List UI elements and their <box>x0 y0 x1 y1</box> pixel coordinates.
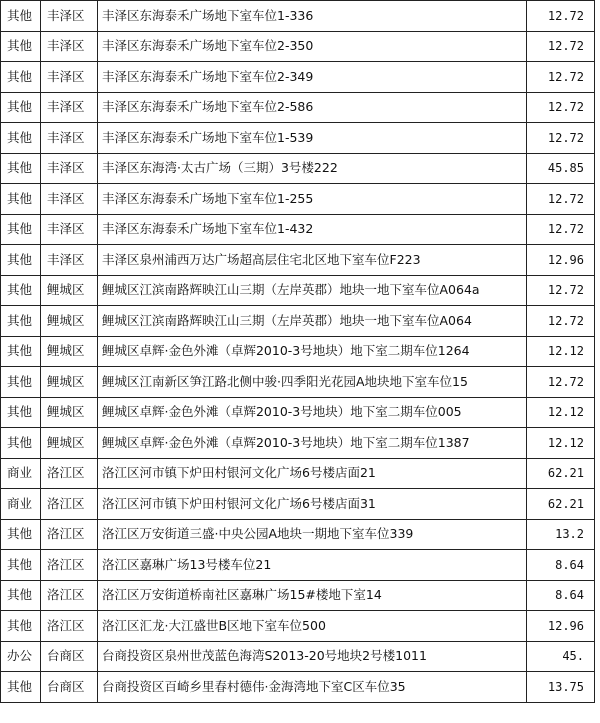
table-body <box>1 1 595 703</box>
table-row <box>1 31 595 62</box>
district-cell: 丰泽区 <box>41 92 98 123</box>
value-cell: 12.72 <box>527 92 595 123</box>
table-row <box>1 92 595 123</box>
district-cell: 鲤城区 <box>41 306 98 337</box>
district-cell: 鲤城区 <box>41 397 98 428</box>
type-cell: 其他 <box>1 184 41 215</box>
value-cell: 12.72 <box>527 62 595 93</box>
table-row <box>1 641 595 672</box>
description-cell: 丰泽区东海泰禾广场地下室车位1-539 <box>98 123 527 154</box>
type-cell: 其他 <box>1 550 41 581</box>
value-cell: 45.85 <box>527 153 595 184</box>
description-cell: 鲤城区卓辉·金色外滩（卓辉2010-3号地块）地下室二期车位1264 <box>98 336 527 367</box>
value-cell: 12.72 <box>527 275 595 306</box>
type-cell: 商业 <box>1 458 41 489</box>
value-cell: 62.21 <box>527 489 595 520</box>
type-cell: 其他 <box>1 214 41 245</box>
type-cell: 其他 <box>1 92 41 123</box>
table-row <box>1 306 595 337</box>
description-cell: 鲤城区江滨南路辉映江山三期（左岸英郡）地块一地下室车位A064 <box>98 306 527 337</box>
district-cell: 鲤城区 <box>41 367 98 398</box>
value-cell: 45. <box>527 641 595 672</box>
district-cell: 洛江区 <box>41 550 98 581</box>
description-cell: 洛江区万安街道桥南社区嘉琳广场15#楼地下室14 <box>98 580 527 611</box>
description-cell: 台商投资区泉州世茂蓝色海湾S2013-20号地块2号楼1011 <box>98 641 527 672</box>
table-row <box>1 428 595 459</box>
type-cell: 其他 <box>1 245 41 276</box>
value-cell: 12.72 <box>527 306 595 337</box>
table-row <box>1 336 595 367</box>
district-cell: 丰泽区 <box>41 123 98 154</box>
description-cell: 丰泽区东海泰禾广场地下室车位2-586 <box>98 92 527 123</box>
district-cell: 丰泽区 <box>41 153 98 184</box>
district-cell: 鲤城区 <box>41 428 98 459</box>
value-cell: 12.72 <box>527 31 595 62</box>
district-cell: 丰泽区 <box>41 62 98 93</box>
type-cell: 其他 <box>1 306 41 337</box>
description-cell: 丰泽区东海泰禾广场地下室车位2-350 <box>98 31 527 62</box>
description-cell: 丰泽区东海泰禾广场地下室车位2-349 <box>98 62 527 93</box>
table-row <box>1 184 595 215</box>
table-row <box>1 672 595 703</box>
value-cell: 12.96 <box>527 245 595 276</box>
table-row <box>1 275 595 306</box>
value-cell: 12.72 <box>527 123 595 154</box>
type-cell: 商业 <box>1 489 41 520</box>
district-cell: 丰泽区 <box>41 31 98 62</box>
description-cell: 洛江区河市镇下炉田村银河文化广场6号楼店面31 <box>98 489 527 520</box>
table-row <box>1 397 595 428</box>
district-cell: 丰泽区 <box>41 1 98 32</box>
value-cell: 12.72 <box>527 214 595 245</box>
description-cell: 丰泽区东海泰禾广场地下室车位1-432 <box>98 214 527 245</box>
value-cell: 12.72 <box>527 1 595 32</box>
value-cell: 12.72 <box>527 367 595 398</box>
value-cell: 13.75 <box>527 672 595 703</box>
type-cell: 其他 <box>1 672 41 703</box>
type-cell: 其他 <box>1 611 41 642</box>
district-cell: 鲤城区 <box>41 336 98 367</box>
type-cell: 其他 <box>1 62 41 93</box>
type-cell: 其他 <box>1 153 41 184</box>
value-cell: 8.64 <box>527 550 595 581</box>
district-cell: 丰泽区 <box>41 184 98 215</box>
table-row <box>1 611 595 642</box>
district-cell: 洛江区 <box>41 580 98 611</box>
description-cell: 台商投资区百崎乡里春村德伟·金海湾地下室C区车位35 <box>98 672 527 703</box>
type-cell: 其他 <box>1 519 41 550</box>
type-cell: 其他 <box>1 428 41 459</box>
description-cell: 鲤城区卓辉·金色外滩（卓辉2010-3号地块）地下室二期车位1387 <box>98 428 527 459</box>
type-cell: 其他 <box>1 275 41 306</box>
table-row <box>1 214 595 245</box>
description-cell: 洛江区汇龙·大江盛世B区地下室车位500 <box>98 611 527 642</box>
table-row <box>1 550 595 581</box>
value-cell: 8.64 <box>527 580 595 611</box>
description-cell: 洛江区河市镇下炉田村银河文化广场6号楼店面21 <box>98 458 527 489</box>
district-cell: 丰泽区 <box>41 245 98 276</box>
district-cell: 洛江区 <box>41 611 98 642</box>
description-cell: 洛江区万安街道三盛·中央公园A地块一期地下室车位339 <box>98 519 527 550</box>
district-cell: 洛江区 <box>41 458 98 489</box>
table-row <box>1 123 595 154</box>
district-cell: 丰泽区 <box>41 214 98 245</box>
table-row <box>1 580 595 611</box>
type-cell: 其他 <box>1 1 41 32</box>
district-cell: 台商区 <box>41 641 98 672</box>
type-cell: 办公 <box>1 641 41 672</box>
district-cell: 洛江区 <box>41 519 98 550</box>
table-row <box>1 489 595 520</box>
type-cell: 其他 <box>1 336 41 367</box>
type-cell: 其他 <box>1 123 41 154</box>
description-cell: 鲤城区江滨南路辉映江山三期（左岸英郡）地块一地下室车位A064a <box>98 275 527 306</box>
value-cell: 12.12 <box>527 428 595 459</box>
value-cell: 62.21 <box>527 458 595 489</box>
district-cell: 鲤城区 <box>41 275 98 306</box>
table-row <box>1 1 595 32</box>
value-cell: 12.12 <box>527 336 595 367</box>
description-cell: 洛江区嘉琳广场13号楼车位21 <box>98 550 527 581</box>
description-cell: 丰泽区东海泰禾广场地下室车位1-255 <box>98 184 527 215</box>
description-cell: 丰泽区东海湾·太古广场（三期）3号楼222 <box>98 153 527 184</box>
table-row <box>1 519 595 550</box>
description-cell: 丰泽区泉州浦西万达广场超高层住宅北区地下室车位F223 <box>98 245 527 276</box>
table-row <box>1 153 595 184</box>
value-cell: 12.72 <box>527 184 595 215</box>
type-cell: 其他 <box>1 31 41 62</box>
description-cell: 丰泽区东海泰禾广场地下室车位1-336 <box>98 1 527 32</box>
value-cell: 12.96 <box>527 611 595 642</box>
description-cell: 鲤城区江南新区笋江路北侧中骏·四季阳光花园A地块地下室车位15 <box>98 367 527 398</box>
description-cell: 鲤城区卓辉·金色外滩（卓辉2010-3号地块）地下室二期车位005 <box>98 397 527 428</box>
table-row <box>1 62 595 93</box>
type-cell: 其他 <box>1 367 41 398</box>
table-row <box>1 367 595 398</box>
type-cell: 其他 <box>1 397 41 428</box>
type-cell: 其他 <box>1 580 41 611</box>
district-cell: 洛江区 <box>41 489 98 520</box>
district-cell: 台商区 <box>41 672 98 703</box>
table-row <box>1 245 595 276</box>
table-row <box>1 458 595 489</box>
value-cell: 12.12 <box>527 397 595 428</box>
value-cell: 13.2 <box>527 519 595 550</box>
